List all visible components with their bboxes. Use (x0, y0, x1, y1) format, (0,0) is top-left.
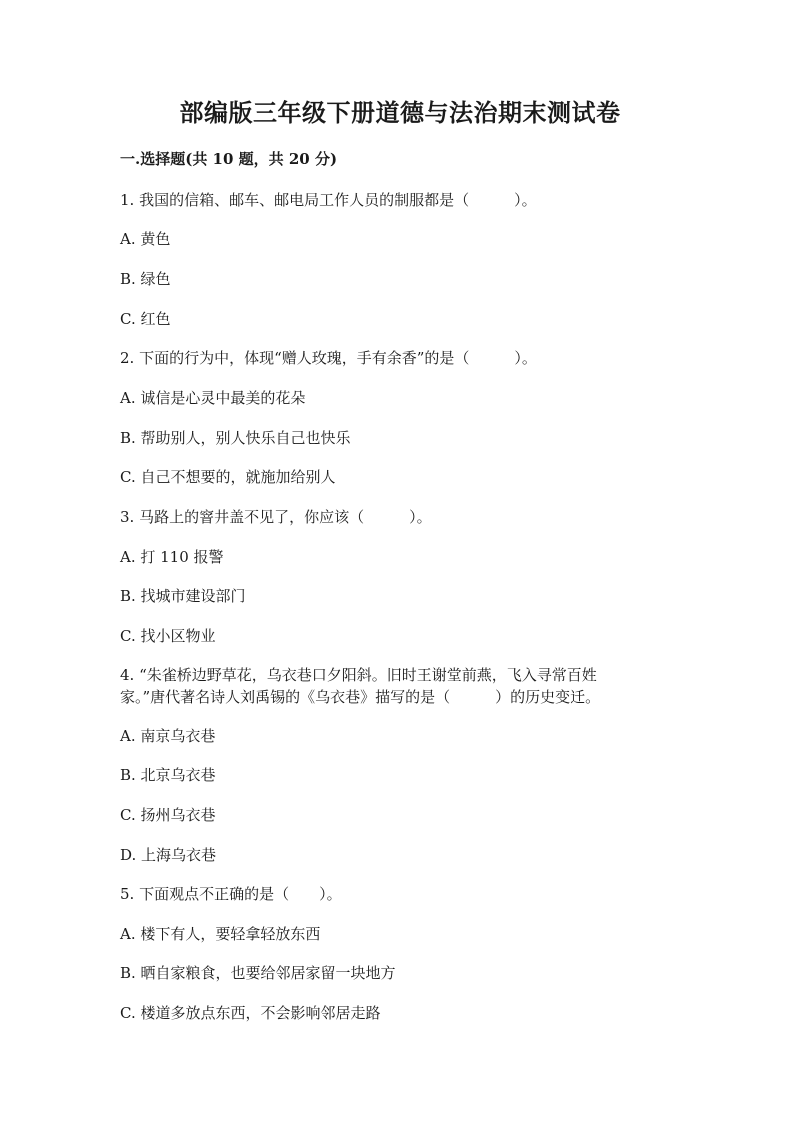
question-3-option-b: B. 找城市建设部门 (120, 587, 246, 605)
page-title: 部编版三年级下册道德与法治期末测试卷 (179, 98, 621, 127)
question-4-stem-line-2: 家。”唐代著名诗人刘禹锡的《乌衣巷》描写的是（ ）的历史变迁。 (120, 688, 601, 706)
question-2-option-b: B. 帮助别人，别人快乐自己也快乐 (120, 429, 351, 447)
question-5-option-b: B. 晒自家粮食，也要给邻居家留一块地方 (120, 964, 396, 982)
question-5-stem: 5. 下面观点不正确的是（ ）。 (120, 885, 342, 903)
question-4-option-a: A. 南京乌衣巷 (120, 727, 216, 745)
question-2-option-a: A. 诚信是心灵中最美的花朵 (120, 389, 306, 407)
question-2-stem: 2. 下面的行为中，体现“赠人玫瑰，手有余香”的是（ ）。 (120, 349, 537, 367)
question-4-option-b: B. 北京乌衣巷 (120, 766, 216, 784)
question-1-option-b: B. 绿色 (120, 270, 171, 288)
question-3-option-a: A. 打 110 报警 (120, 548, 224, 566)
question-4-stem-line-1: 4. “朱雀桥边野草花，乌衣巷口夕阳斜。旧时王谢堂前燕，飞入寻常百姓 (120, 666, 597, 684)
section-heading: 一.选择题(共 10 题，共 20 分) (120, 150, 338, 168)
question-1-option-c: C. 红色 (120, 310, 171, 328)
question-1-stem: 1. 我国的信箱、邮车、邮电局工作人员的制服都是（ ）。 (120, 191, 537, 209)
question-4-option-d: D. 上海乌衣巷 (120, 846, 217, 864)
question-5-option-a: A. 楼下有人，要轻拿轻放东西 (120, 925, 321, 943)
question-3-stem: 3. 马路上的窨井盖不见了，你应该（ ）。 (120, 508, 432, 526)
question-1-option-a: A. 黄色 (120, 230, 171, 248)
question-2-option-c: C. 自己不想要的，就施加给别人 (120, 468, 336, 486)
question-4-option-c: C. 扬州乌衣巷 (120, 806, 216, 824)
question-5-option-c: C. 楼道多放点东西，不会影响邻居走路 (120, 1004, 381, 1022)
question-3-option-c: C. 找小区物业 (120, 627, 216, 645)
